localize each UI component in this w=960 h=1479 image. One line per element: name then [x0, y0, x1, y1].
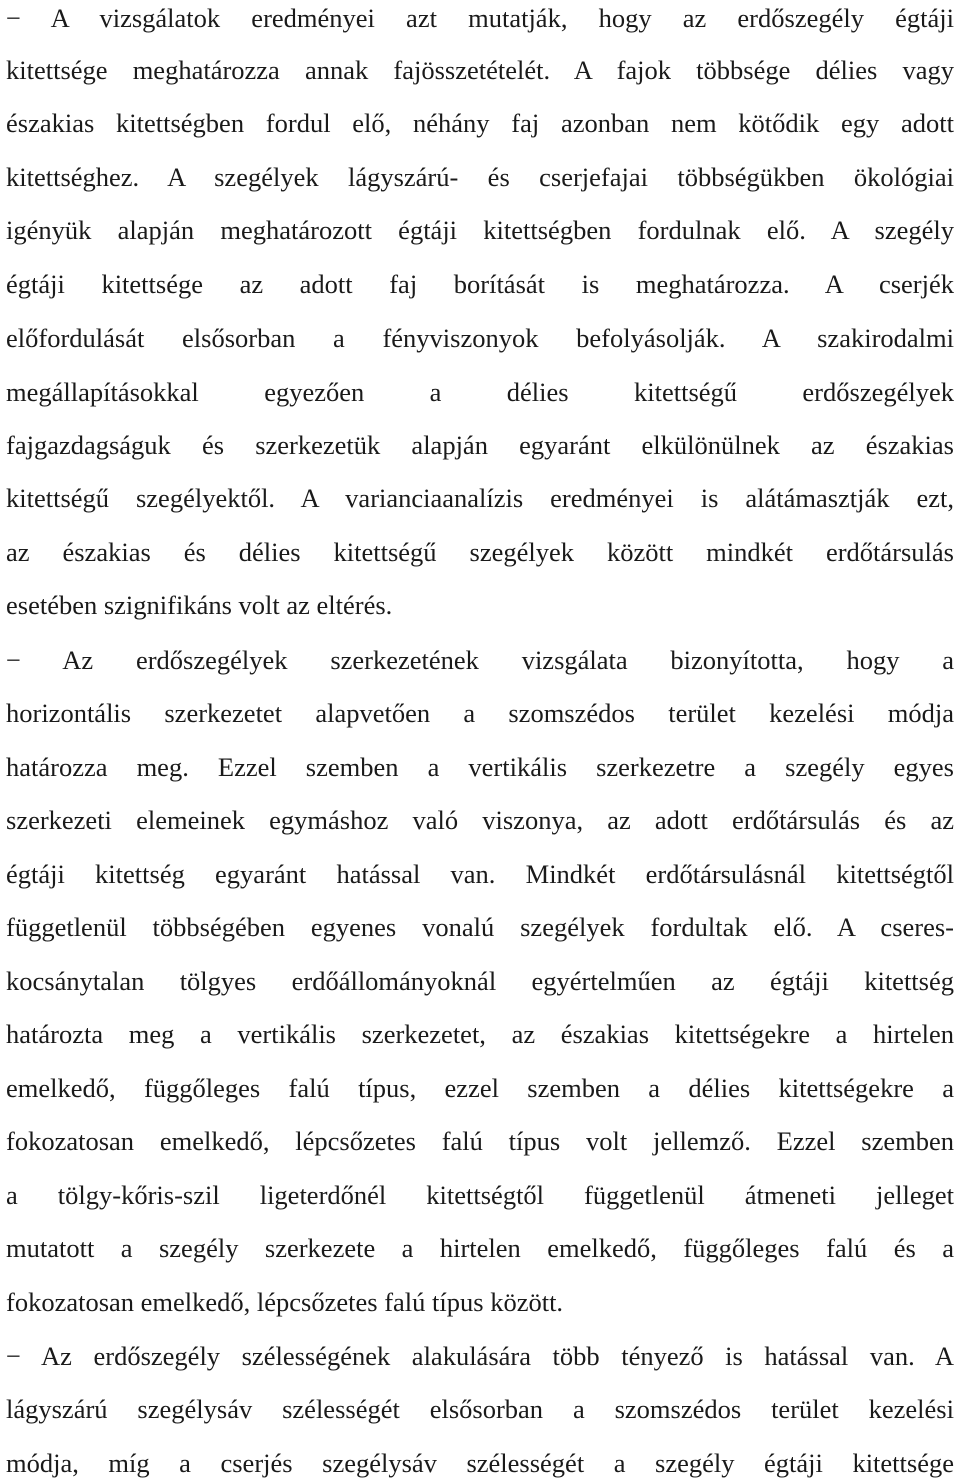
text-line: égtáji kitettség egyaránt hatással van. Mindkét erdőtársulásnál kitettségtől [6, 859, 954, 889]
text-line: − Az erdőszegélyek szerkezetének vizsgálata bizonyította, hogy a [6, 645, 954, 675]
text-line: kitettséghez. A szegélyek lágyszárú- és cserjefajai többségükben ökológiai [6, 162, 954, 192]
text-line: az északias és délies kitettségű szegélyek között mindkét erdőtársulás [6, 537, 954, 567]
text-line: emelkedő, függőleges falú típus, ezzel szemben a délies kitettségekre a [6, 1073, 954, 1103]
text-line: megállapításokkal egyezően a délies kitettségű erdőszegélyek [6, 377, 954, 407]
text-line: kocsánytalan tölgyes erdőállományoknál egyértelműen az égtáji kitettség [6, 966, 954, 996]
text-line: igényük alapján meghatározott égtáji kitettségben fordulnak elő. A szegély [6, 215, 954, 245]
text-line: fajgazdagságuk és szerkezetük alapján egyaránt elkülönülnek az északias [6, 430, 954, 460]
text-line: lágyszárú szegélysáv szélességét elsősorban a szomszédos terület kezelési [6, 1394, 954, 1424]
text-line: kitettségű szegélyektől. A varianciaanalízis eredményei is alátámasztják ezt, [6, 483, 954, 513]
text-line: északias kitettségben fordul elő, néhány faj azonban nem kötődik egy adott [6, 108, 954, 138]
text-line: a tölgy-kőris-szil ligeterdőnél kitettségtől függetlenül átmeneti jelleget [6, 1180, 954, 1210]
text-line: módja, míg a cserjés szegélysáv szélességét a szegély égtáji kitettsége [6, 1448, 954, 1478]
text-line: horizontális szerkezetet alapvetően a szomszédos terület kezelési módja [6, 698, 954, 728]
text-line: kitettsége meghatározza annak fajösszetételét. A fajok többsége délies vagy [6, 55, 954, 85]
text-line: mutatott a szegély szerkezete a hirtelen emelkedő, függőleges falú és a [6, 1233, 954, 1263]
text-line: égtáji kitettsége az adott faj borítását is meghatározza. A cserjék [6, 269, 954, 299]
text-line: szerkezeti elemeinek egymáshoz való viszonya, az adott erdőtársulás és az [6, 805, 954, 835]
text-line: előfordulását elsősorban a fényviszonyok befolyásolják. A szakirodalmi [6, 323, 954, 353]
text-line: fokozatosan emelkedő, lépcsőzetes falú típus között. [6, 1287, 564, 1317]
text-line: fokozatosan emelkedő, lépcsőzetes falú típus volt jellemző. Ezzel szemben [6, 1126, 954, 1156]
text-line: függetlenül többségében egyenes vonalú szegélyek fordultak elő. A cseres- [6, 912, 954, 942]
text-line: határozta meg a vertikális szerkezetet, az északias kitettségekre a hirtelen [6, 1019, 954, 1049]
text-line: határozza meg. Ezzel szemben a vertikális szerkezetre a szegély egyes [6, 752, 954, 782]
text-line: − Az erdőszegély szélességének alakulására több tényező is hatással van. A [6, 1341, 954, 1371]
text-line: esetében szignifikáns volt az eltérés. [6, 590, 393, 620]
text-line: − A vizsgálatok eredményei azt mutatják, hogy az erdőszegély égtáji [6, 3, 954, 33]
